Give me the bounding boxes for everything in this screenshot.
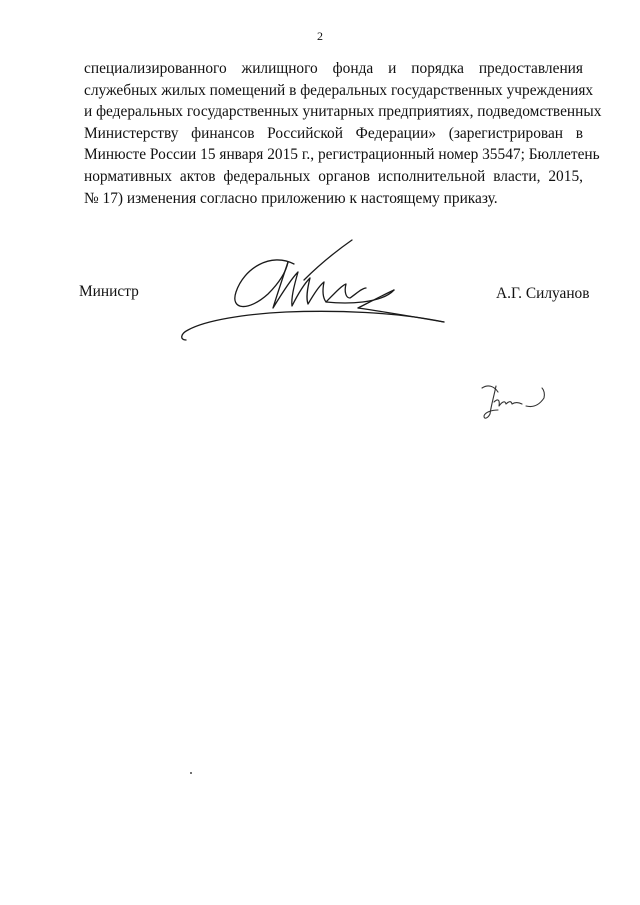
page-number: 2 [317,29,323,43]
body-paragraph [84,58,602,209]
paragraph-line: нормативных актов федеральных органов исполнительной власти, 2015, [84,167,583,185]
paragraph-line: № 17) изменения согласно приложению к настоящему приказу. [84,189,498,207]
paragraph-line: и федеральных государственных унитарных предприятиях, подведомственных [84,103,602,121]
scan-artifact [190,772,192,774]
paragraph-line: служебных жилых помещений в федеральных государственных учреждениях [84,81,594,99]
handwritten-initials [478,380,552,424]
paragraph-line: Минюсте России 15 января 2015 г., регистрационный номер 35547; Бюллетень [84,146,600,164]
signatory-name: А.Г. Силуанов [496,285,590,302]
handwritten-signature [176,232,450,348]
paragraph-line: специализированного жилищного фонда и порядка предоставления [84,60,583,77]
signatory-title: Министр [79,283,139,300]
paragraph-line: Министерству финансов Российской Федерации» (зарегистрирован в [84,124,583,142]
